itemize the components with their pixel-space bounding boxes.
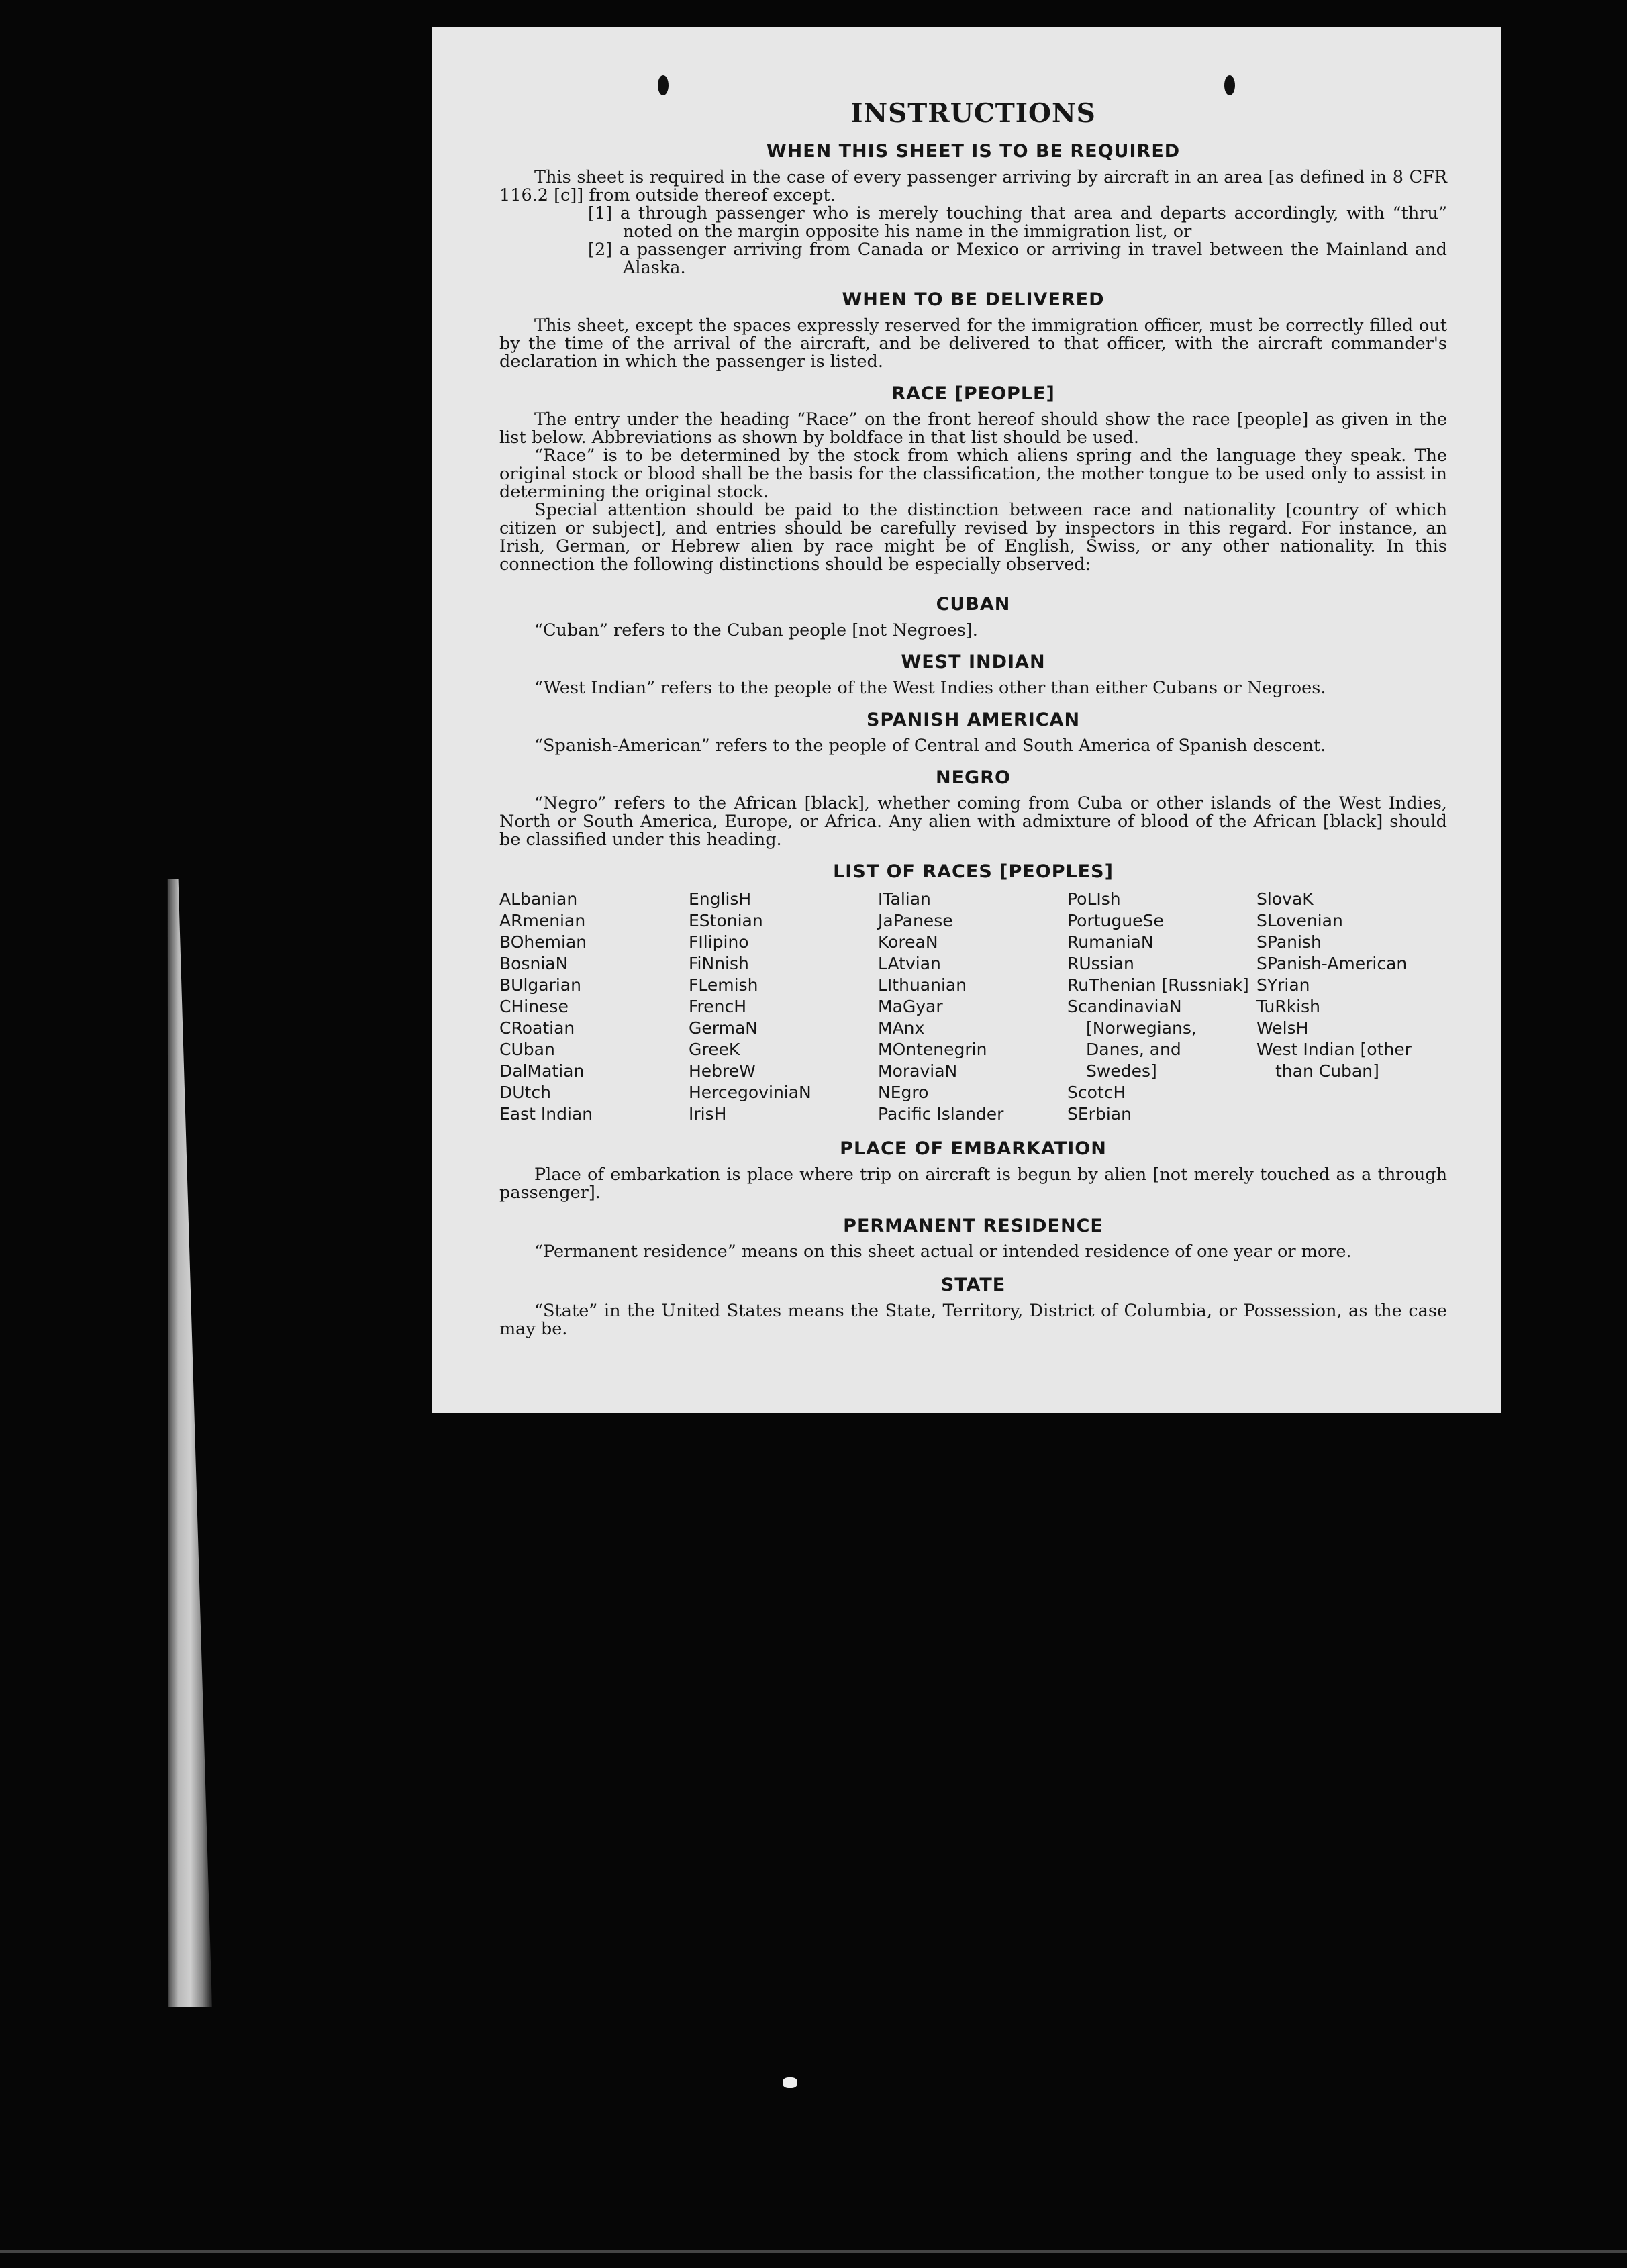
race-entry: KoreaN	[878, 932, 938, 952]
race-entry: SlovaK	[1256, 889, 1314, 909]
race-entry: FLemish	[689, 975, 758, 995]
race-entry: RUssian	[1067, 954, 1134, 973]
race-entry: BUlgarian	[499, 975, 581, 995]
race-column	[1256, 889, 1446, 1125]
instruction-sheet	[432, 27, 1501, 1413]
race-entry: MoraviaN	[878, 1061, 958, 1081]
race-entry: WelsH	[1256, 1018, 1309, 1038]
race-entry: DUtch	[499, 1083, 551, 1102]
exception-list	[499, 205, 1447, 277]
race-entry: ITalian	[878, 889, 931, 909]
race-entry: GermaN	[689, 1018, 758, 1038]
section-heading: WEST INDIAN	[901, 652, 1046, 673]
race-list	[499, 889, 1447, 1125]
paragraph: This sheet, except the spaces expressly reserved for the immigration officer, must be correctly filled out by the time of the arrival of the aircraft, and be delivered to that officer, with the aircraft commander's declaration in which the passenger is listed.	[499, 315, 1447, 372]
paragraph: “Spanish-American” refers to the people of Central and South America of Spanish descent.	[534, 736, 1326, 756]
section-heading: PLACE OF EMBARKATION	[840, 1138, 1107, 1159]
race-entry: SPanish	[1256, 932, 1322, 952]
race-entry: PortugueSe	[1067, 911, 1164, 930]
race-entry: MaGyar	[878, 997, 943, 1016]
race-entry: BOhemian	[499, 932, 587, 952]
race-entry: TuRkish	[1256, 997, 1320, 1016]
race-entry: FiNnish	[689, 954, 749, 973]
race-column	[689, 889, 878, 1125]
section-heading: CUBAN	[936, 594, 1011, 615]
race-entry: SLovenian	[1256, 911, 1343, 930]
race-entry: ARmenian	[499, 911, 586, 930]
race-entry: DalMatian	[499, 1061, 585, 1081]
section-heading: RACE [PEOPLE]	[891, 383, 1055, 404]
list-item: [2] a passenger arriving from Canada or Mexico or arriving in travel between the Mainland and Alaska.	[588, 240, 1447, 278]
race-entry: SErbian	[1067, 1104, 1132, 1124]
section-heading: WHEN THIS SHEET IS TO BE REQUIRED	[766, 141, 1181, 162]
race-entry: GreeK	[689, 1040, 740, 1059]
race-entry: LIthuanian	[878, 975, 967, 995]
race-entry: NEgro	[878, 1083, 929, 1102]
race-entry: CRoatian	[499, 1018, 575, 1038]
race-entry: CHinese	[499, 997, 569, 1016]
race-column	[499, 889, 689, 1125]
race-entry: LAtvian	[878, 954, 941, 973]
paragraph: “State” in the United States means the State, Territory, District of Columbia, or Possession, as the case may be.	[499, 1301, 1447, 1339]
punch-hole	[658, 75, 669, 95]
race-entry: HercegoviniaN	[689, 1083, 811, 1102]
race-entry: RumaniaN	[1067, 932, 1154, 952]
race-entry: ALbanian	[499, 889, 578, 909]
race-entry: West Indian [other than Cuban]	[1256, 1040, 1412, 1081]
paper-edge	[164, 879, 212, 2007]
paragraph: Place of embarkation is place where trip on aircraft is begun by alien [not merely touched as a through passenger].	[499, 1165, 1447, 1203]
paragraph: “Permanent residence” means on this sheet actual or intended residence of one year or more.	[534, 1242, 1352, 1262]
race-entry: PoLIsh	[1067, 889, 1121, 909]
list-item: [1] a through passenger who is merely touching that area and departs accordingly, with “thru” noted on the margin opposite his name in the immigration list, or	[588, 203, 1447, 242]
page-title: INSTRUCTIONS	[850, 98, 1096, 129]
race-entry: RuThenian [Russniak]	[1067, 975, 1249, 995]
race-entry: CUban	[499, 1040, 555, 1059]
section-heading: NEGRO	[936, 767, 1011, 788]
race-entry: HebreW	[689, 1061, 756, 1081]
race-entry: FIlipino	[689, 932, 749, 952]
race-entry: SPanish-American	[1256, 954, 1408, 973]
section-heading: WHEN TO BE DELIVERED	[842, 289, 1105, 310]
punch-hole	[1224, 75, 1235, 95]
race-entry: MOntenegrin	[878, 1040, 987, 1059]
race-entry: EnglisH	[689, 889, 752, 909]
scan-line	[0, 2250, 1627, 2253]
paragraph: “Race” is to be determined by the stock from which aliens spring and the language they speak. The original stock or blood shall be the basis for the classification, the mother tongue to be used only to assist in determining the original stock.	[499, 446, 1447, 502]
race-entry: East Indian	[499, 1104, 593, 1124]
paragraph: Special attention should be paid to the distinction between race and nationality [country of which citizen or subject], and entries should be carefully revised by inspectors in this regard. For instance, an Irish, German, or Hebrew alien by race might be of English, Swiss, or any other nationality. In this connection the following distinctions should be especially observed:	[499, 500, 1447, 575]
section-heading: STATE	[940, 1275, 1006, 1295]
paragraph: “Cuban” refers to the Cuban people [not Negroes].	[534, 620, 978, 640]
paragraph: “West Indian” refers to the people of the West Indies other than either Cubans or Negroes.	[534, 678, 1326, 698]
race-entry: MAnx	[878, 1018, 925, 1038]
section-heading: SPANISH AMERICAN	[866, 709, 1081, 730]
race-entry: FrencH	[689, 997, 747, 1016]
race-entry: JaPanese	[878, 911, 953, 930]
race-column	[878, 889, 1067, 1125]
paragraph: The entry under the heading “Race” on the front hereof should show the race [people] as given in the list below. Abbreviations as shown by boldface in that list should be used.	[499, 409, 1447, 448]
paragraph: This sheet is required in the case of every passenger arriving by aircraft in an area [as defined in 8 CFR 116.2 [c]] from outside thereof except.	[499, 167, 1447, 205]
race-column	[1067, 889, 1256, 1125]
race-entry: ScandinaviaN [Norwegians, Danes, and Swedes]	[1067, 997, 1197, 1081]
race-entry: EStonian	[689, 911, 763, 930]
race-entry: IrisH	[689, 1104, 727, 1124]
section-heading: LIST OF RACES [PEOPLES]	[833, 861, 1114, 882]
paragraph: “Negro” refers to the African [black], whether coming from Cuba or other islands of the West Indies, North or South America, Europe, or Africa. Any alien with admixture of blood of the African [black] should be classified under this heading.	[499, 793, 1447, 850]
scan-speck	[783, 2077, 797, 2088]
race-entry: SYrian	[1256, 975, 1310, 995]
race-entry: Pacific Islander	[878, 1104, 1004, 1124]
race-entry: BosniaN	[499, 954, 569, 973]
section-heading: PERMANENT RESIDENCE	[843, 1216, 1103, 1236]
race-entry: ScotcH	[1067, 1083, 1126, 1102]
